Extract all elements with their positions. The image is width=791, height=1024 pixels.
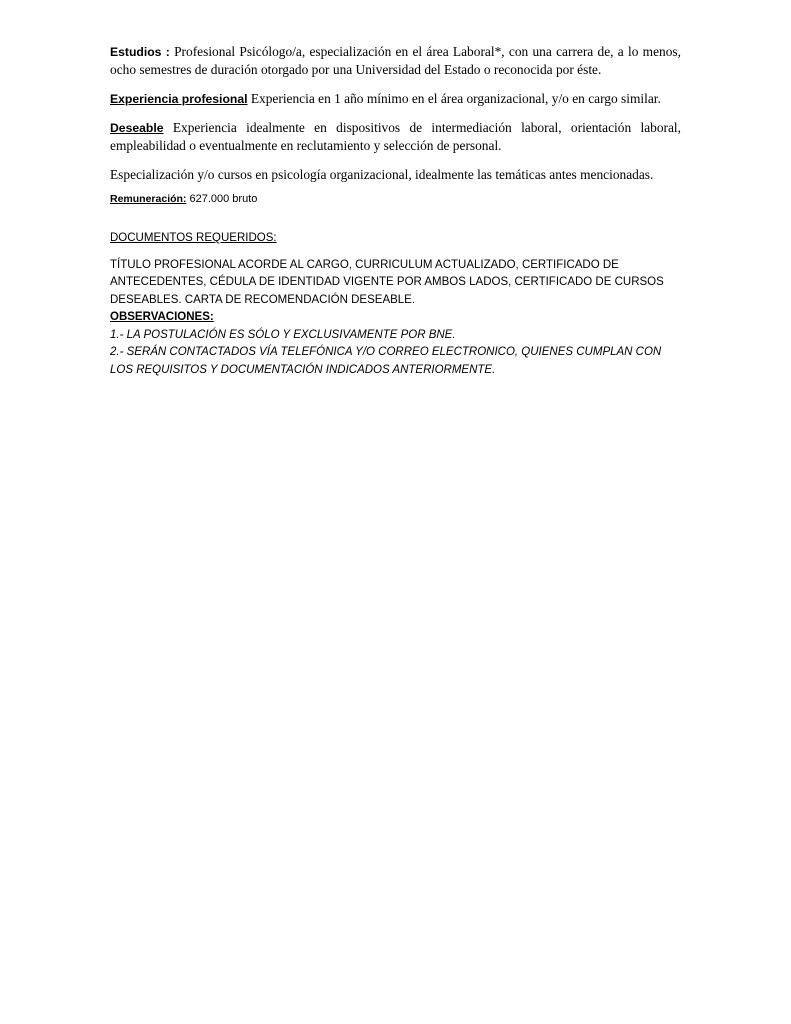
documentos-title: DOCUMENTOS REQUERIDOS: bbox=[110, 232, 277, 244]
observaciones-title: OBSERVACIONES: bbox=[110, 311, 214, 323]
observacion-item-2: 2.- SERÁN CONTACTADOS VÍA TELEFÓNICA Y/O CORREO ELECTRONICO, QUIENES CUMPLAN CON LOS REQUISITOS Y DOCUMENTACIÓN INDICADOS ANTERIORMENTE. bbox=[110, 346, 662, 376]
experiencia-label: Experiencia profesional bbox=[110, 92, 248, 106]
document-content bbox=[110, 43, 681, 379]
experiencia-paragraph bbox=[110, 90, 681, 108]
remuneracion-line bbox=[110, 192, 681, 206]
deseable-paragraph bbox=[110, 119, 681, 155]
observacion-item-1: 1.- LA POSTULACIÓN ES SÓLO Y EXCLUSIVAMENTE POR BNE. bbox=[110, 328, 456, 341]
experiencia-text: Experiencia en 1 año mínimo en el área organizacional, y/o en cargo similar. bbox=[247, 91, 661, 106]
deseable-text: Experiencia idealmente en dispositivos de intermediación laboral, orientación laboral, empleabilidad o eventualmente en reclutamiento y selección de personal. bbox=[110, 120, 681, 153]
especializacion-paragraph: Especialización y/o cursos en psicología organizacional, idealmente las temáticas antes mencionadas. bbox=[110, 167, 654, 182]
remuneracion-label: Remuneración: bbox=[110, 193, 187, 205]
remuneracion-value: 627.000 bruto bbox=[186, 193, 258, 205]
estudios-text: Profesional Psicólogo/a, especialización en el área Laboral*, con una carrera de, a lo menos, ocho semestres de duración otorgado por una Universidad del Estado o reconocida por éste. bbox=[110, 44, 681, 77]
documentos-text: TÍTULO PROFESIONAL ACORDE AL CARGO, CURRICULUM ACTUALIZADO, CERTIFICADO DE ANTECEDENTES, CÉDULA DE IDENTIDAD VIGENTE POR AMBOS LADOS, CERTIFICADO DE CURSOS DESEABLES. CARTA DE RECOMENDACIÓN DESEABLE. bbox=[110, 258, 664, 306]
deseable-label: Deseable bbox=[110, 121, 164, 135]
estudios-paragraph bbox=[110, 43, 681, 79]
estudios-label: Estudios : bbox=[110, 45, 170, 59]
